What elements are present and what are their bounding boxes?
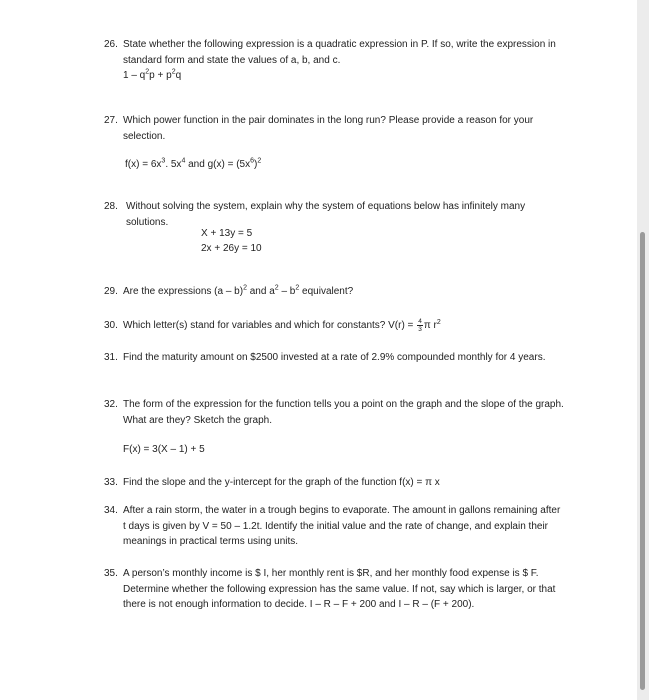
equation-1: X + 13y = 5 <box>201 228 253 239</box>
question-text: Find the slope and the y-intercept for the graph of the function f(x) = π x <box>123 477 440 488</box>
question-number: 28. <box>104 201 118 212</box>
question-text: A person’s monthly income is $ I, her monthly rent is $R, and her monthly food expense is $ F. Determine whether the following expression has the same value. If not, say which is larger, or that there is not enough information to decide. I – R – F + 200 and I – R – (F + 200). <box>123 568 556 610</box>
question-number: 34. <box>104 505 118 516</box>
power-functions: $f(x) = 6x^3$. $5x^4$ and $g(x) = (5x^6)^2$ <box>125 157 262 170</box>
equation-2: 2x + 26y = 10 <box>201 243 262 254</box>
question-number: 35. <box>104 568 118 579</box>
question-text: Find the maturity amount on $2500 invested at a rate of 2.9% compounded monthly for 4 years. <box>123 352 546 363</box>
scrollbar-thumb[interactable] <box>640 232 645 690</box>
question-number: 33. <box>104 477 118 488</box>
function-formula: F(x) = 3(X – 1) + 5 <box>123 444 205 455</box>
question-number: 32. <box>104 399 118 410</box>
question-text: Without solving the system, explain why the system of equations below has infinitely many solutions. <box>126 201 526 228</box>
question-number: 31. <box>104 352 118 363</box>
question-number: 27. <box>104 115 118 126</box>
question-text: Which letter(s) stand for variables and which for constants? V(r) = $\frac{4}{3}$ π $r^2$ <box>123 318 441 333</box>
question-text: Which power function in the pair dominates in the long run? Please provide a reason for your selection. <box>123 115 534 142</box>
question-text: Are the expressions (a – b)$^2$ and $a^2 - b^2$ equivalent? <box>123 284 354 297</box>
fraction: $\frac{4}{3}$ <box>418 318 422 333</box>
question-text: After a rain storm, the water in a trough begins to evaporate. The amount in gallons remaining after t days is given by V = 50 – 1.2t. Identify the initial value and the rate of change, and explain their meanings in practical terms using units. <box>123 505 561 547</box>
question-text: The form of the expression for the function tells you a point on the graph and the slope of the graph. What are they? Sketch the graph. <box>123 399 564 426</box>
expression: $1 - q^2p + p^2q$ <box>123 68 182 81</box>
question-number: 30. <box>104 320 118 331</box>
question-number: 29. <box>104 286 118 297</box>
question-text: State whether the following expression is a quadratic expression in P. If so, write the expression in standard form and state the values of a, b, and c. <box>123 39 556 66</box>
question-number: 26. <box>104 39 118 50</box>
